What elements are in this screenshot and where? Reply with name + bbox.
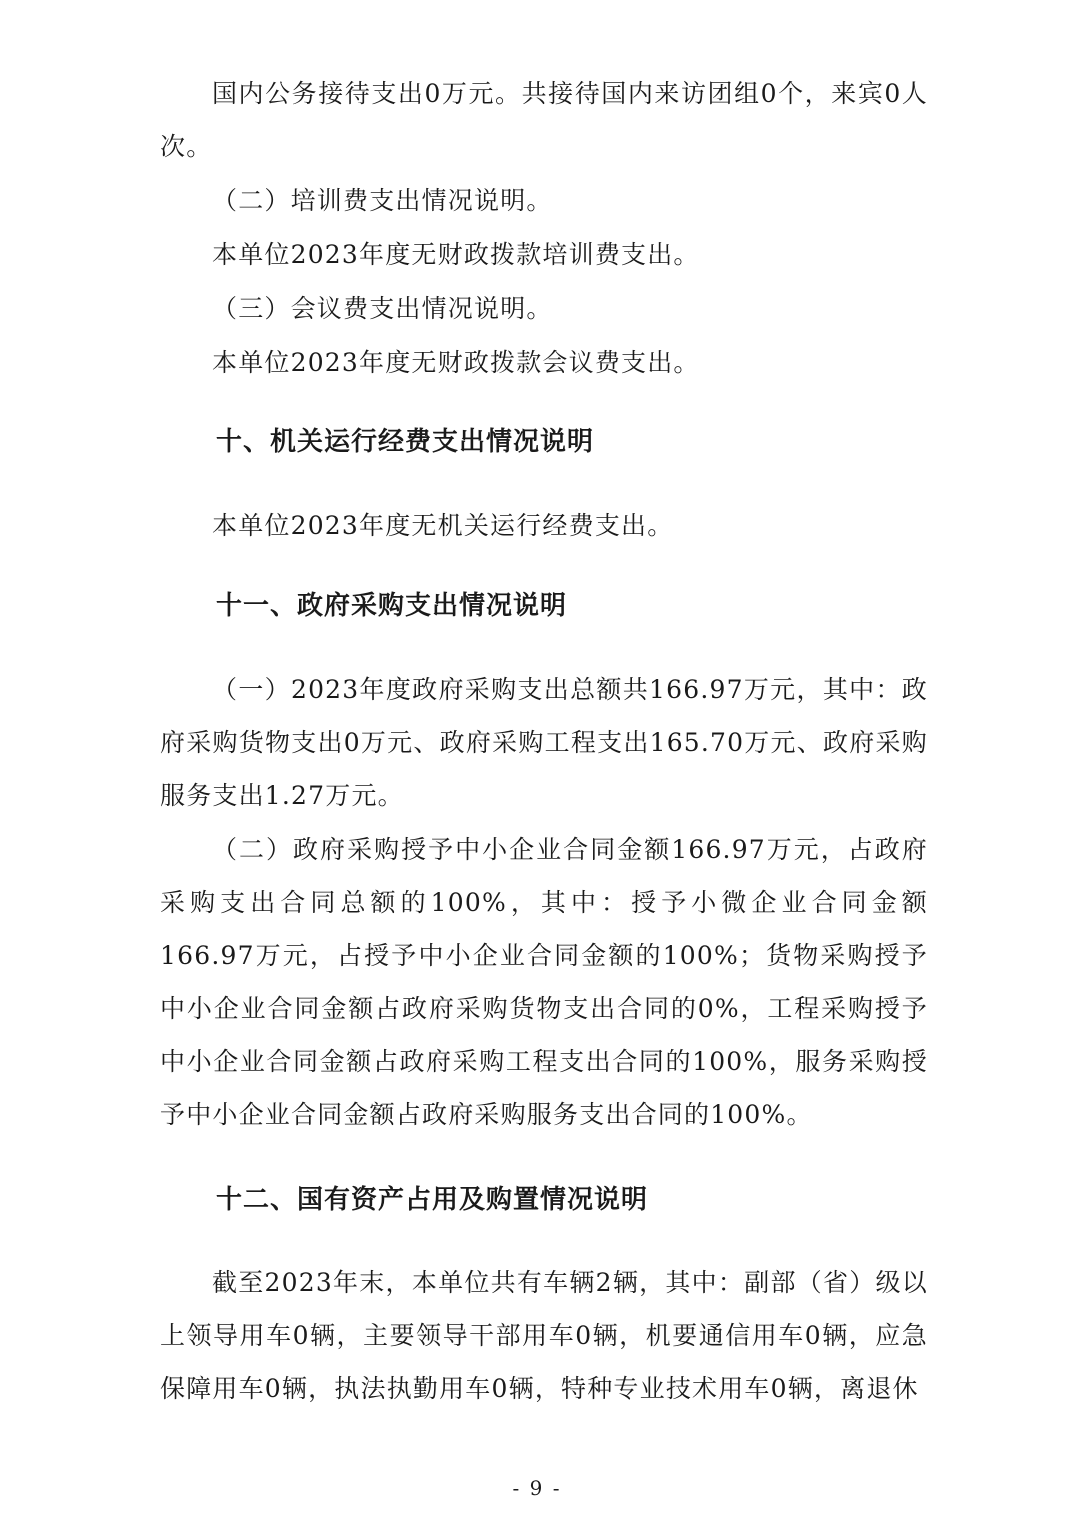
paragraph-procurement-sme: （二）政府采购授予中小企业合同金额166.97万元，占政府采购支出合同总额的100%，其中：授予小微企业合同金额166.97万元，占授予中小企业合同金额的100%；货物采购授予中小企业合同金额占政府采购货物支出合同的0%，工程采购授予中小企业合同金额占政府采购工程支出合同的100%，服务采购授予中小企业合同金额占政府采购服务支出合同的100%。	[160, 835, 928, 1129]
paragraph-operating-expense: 本单位2023年度无机关运行经费支出。	[212, 511, 674, 540]
paragraph-training-expense: 本单位2023年度无财政拨款培训费支出。	[212, 240, 700, 269]
paragraph-meeting-expense: 本单位2023年度无财政拨款会议费支出。	[212, 348, 700, 377]
subheading-meeting-expense: （三）会议费支出情况说明。	[212, 294, 553, 323]
document-page	[160, 0, 928, 1520]
paragraph-procurement-total: （一）2023年度政府采购支出总额共166.97万元，其中：政府采购货物支出0万元、政府采购工程支出165.70万元、政府采购服务支出1.27万元。	[160, 675, 928, 810]
paragraph-vehicles: 截至2023年末，本单位共有车辆2辆，其中：副部（省）级以上领导用车0辆，主要领导干部用车0辆，机要通信用车0辆，应急保障用车0辆，执法执勤用车0辆，特种专业技术用车0辆，离退休	[160, 1268, 928, 1403]
subheading-training-expense: （二）培训费支出情况说明。	[212, 186, 553, 215]
paragraph-reception-expense: 国内公务接待支出0万元。共接待国内来访团组0个，来宾0人次。	[160, 79, 928, 161]
section-heading-12: 十二、国有资产占用及购置情况说明	[216, 1185, 649, 1215]
page-number: - 9 -	[512, 1476, 562, 1500]
section-heading-10: 十、机关运行经费支出情况说明	[216, 427, 595, 457]
section-heading-11: 十一、政府采购支出情况说明	[216, 591, 568, 621]
